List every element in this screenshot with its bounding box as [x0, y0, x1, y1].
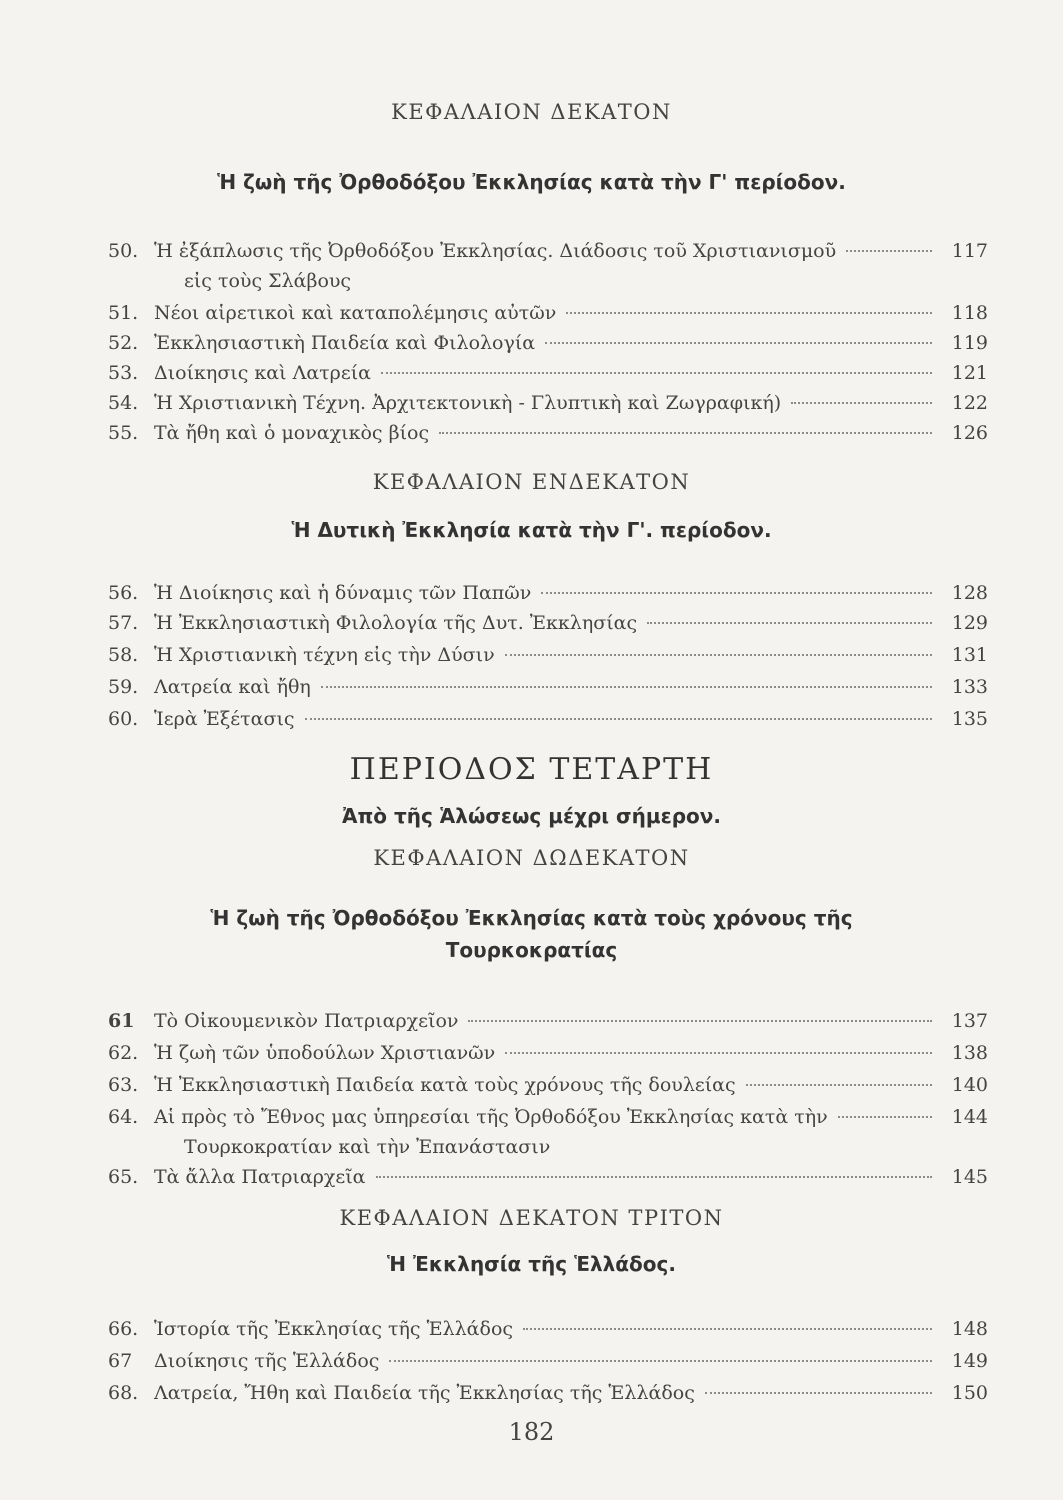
entry-number: 65. — [108, 1166, 139, 1188]
toc-entry — [108, 388, 988, 418]
toc-entry — [108, 1102, 988, 1132]
entry-page: 144 — [951, 1106, 988, 1128]
toc-entry — [108, 672, 988, 702]
chapter-subtitle: Ἡ ζωὴ τῆς Ὀρθοδόξου Ἐκκλησίας κατὰ τοὺς χρόνους τῆς — [210, 906, 853, 930]
toc-entry — [108, 418, 988, 448]
entry-title: Ἡ Διοίκησις καὶ ἡ δύναμις τῶν Παπῶν — [154, 582, 532, 604]
toc-entry — [108, 1346, 988, 1376]
entry-number: 50. — [108, 240, 139, 262]
entry-page: 140 — [951, 1074, 988, 1096]
entry-number: 56. — [108, 582, 139, 604]
entry-number: 59. — [108, 676, 139, 698]
entry-page: 122 — [951, 392, 988, 414]
entry-title: Ἡ Χριστιανικὴ τέχνη εἰς τὴν Δύσιν — [154, 644, 495, 666]
toc-entry — [108, 1070, 988, 1100]
entry-number: 55. — [108, 422, 139, 444]
toc-entry — [108, 1162, 988, 1192]
entry-title: Λατρεία καὶ ἤθη — [154, 676, 311, 698]
entry-number: 60. — [108, 708, 139, 730]
leader-dots — [376, 1176, 933, 1178]
leader-dots — [838, 1116, 932, 1118]
period-subtitle: Ἀπὸ τῆς Ἁλώσεως μέχρι σήμερον. — [341, 804, 721, 828]
entry-title: Διοίκησις τῆς Ἑλλάδος — [154, 1350, 380, 1372]
entry-number: 64. — [108, 1106, 139, 1128]
chapter-heading: ΚΕΦΑΛΑΙΟΝ ΔΩΔΕΚΑΤΟΝ — [373, 846, 690, 870]
leader-dots — [381, 372, 932, 374]
entry-title: Ἱστορία τῆς Ἐκκλησίας τῆς Ἑλλάδος — [154, 1318, 514, 1340]
toc-entry — [108, 704, 988, 734]
toc-entry — [108, 328, 988, 358]
toc-entry — [108, 640, 988, 670]
entry-page: 135 — [951, 708, 988, 730]
leader-dots — [439, 432, 932, 434]
leader-dots — [305, 718, 932, 720]
entry-title: Τὸ Οἰκουμενικὸν Πατριαρχεῖον — [154, 1010, 459, 1032]
chapter-heading: ΚΕΦΑΛΑΙΟΝ ΔΕΚΑΤΟΝ ΤΡΙΤΟΝ — [339, 1206, 724, 1230]
toc-entry — [108, 608, 988, 638]
toc-entry — [108, 358, 988, 388]
toc-entry — [108, 1006, 988, 1036]
entry-page: 118 — [951, 302, 988, 324]
entry-page: 126 — [951, 422, 988, 444]
chapter-heading: ΚΕΦΑΛΑΙΟΝ ΕΝΔΕΚΑΤΟΝ — [372, 470, 691, 494]
entry-page: 149 — [951, 1350, 988, 1372]
entry-continuation: εἰς τοὺς Σλάβους — [184, 270, 352, 292]
entry-title: Ἡ ἐξάπλωσις τῆς Ὀρθοδόξου Ἐκκλησίας. Διάδοσις τοῦ Χριστιανισμοῦ — [154, 240, 837, 262]
leader-dots — [541, 592, 932, 594]
entry-title: Τὰ ἤθη καὶ ὁ μοναχικὸς βίος — [154, 422, 430, 444]
entry-title: Ἡ Χριστιανικὴ Τέχνη. Ἀρχιτεκτονικὴ - Γλυπτικὴ καὶ Ζωγραφική) — [154, 392, 782, 414]
entry-number: 52. — [108, 332, 139, 354]
entry-page: 131 — [951, 644, 988, 666]
entry-page: 145 — [951, 1166, 988, 1188]
leader-dots — [321, 686, 932, 688]
chapter-heading: ΚΕΦΑΛΑΙΟΝ ΔΕΚΑΤΟΝ — [391, 100, 672, 124]
entry-number: 57. — [108, 612, 139, 634]
entry-page: 133 — [951, 676, 988, 698]
leader-dots — [505, 654, 932, 656]
leader-dots — [791, 402, 932, 404]
leader-dots — [705, 1392, 932, 1394]
leader-dots — [647, 622, 932, 624]
entry-number: 61 — [108, 1010, 135, 1032]
entry-page: 129 — [951, 612, 988, 634]
entry-number: 63. — [108, 1074, 139, 1096]
chapter-subtitle: Ἡ Δυτικὴ Ἐκκλησία κατὰ τὴν Γ'. περίοδον. — [291, 518, 772, 542]
entry-page: 119 — [951, 332, 988, 354]
entry-number: 67 — [108, 1350, 133, 1372]
leader-dots — [566, 312, 932, 314]
entry-number: 58. — [108, 644, 139, 666]
entry-page: 138 — [951, 1042, 988, 1064]
entry-page: 137 — [951, 1010, 988, 1032]
entry-page: 150 — [951, 1382, 988, 1404]
entry-number: 53. — [108, 362, 139, 384]
entry-title: Τὰ ἄλλα Πατριαρχεῖα — [154, 1166, 366, 1188]
toc-entry — [108, 298, 988, 328]
entry-page: 128 — [951, 582, 988, 604]
entry-number: 54. — [108, 392, 139, 414]
leader-dots — [505, 1052, 932, 1054]
leader-dots — [523, 1328, 932, 1330]
toc-entry — [108, 236, 988, 266]
toc-entry — [108, 578, 988, 608]
chapter-subtitle: Ἡ ζωὴ τῆς Ὀρθοδόξου Ἐκκλησίας κατὰ τὴν Γ' περίοδον. — [217, 170, 846, 194]
leader-dots — [389, 1360, 932, 1362]
entry-title: Νέοι αἱρετικοὶ καὶ καταπολέμησις αὐτῶν — [154, 302, 557, 324]
entry-title: Ἡ ζωὴ τῶν ὑποδούλων Χριστιανῶν — [154, 1042, 496, 1064]
toc-entry — [108, 1378, 988, 1408]
chapter-subtitle: Ἡ Ἐκκλησία τῆς Ἑλλάδος. — [387, 1252, 676, 1276]
leader-dots — [545, 342, 932, 344]
entry-continuation: Τουρκοκρατίαν καὶ τὴν Ἐπανάστασιν — [184, 1136, 551, 1158]
entry-title: Ἱερὰ Ἐξέτασις — [154, 708, 295, 730]
entry-page: 148 — [951, 1318, 988, 1340]
entry-page: 121 — [951, 362, 988, 384]
leader-dots — [746, 1084, 932, 1086]
entry-title: Ἡ Ἐκκλησιαστικὴ Φιλολογία τῆς Δυτ. Ἐκκλησίας — [154, 612, 638, 634]
entry-title: Διοίκησις καὶ Λατρεία — [154, 362, 371, 384]
entry-number: 51. — [108, 302, 139, 324]
leader-dots — [468, 1020, 932, 1022]
toc-entry — [108, 1038, 988, 1068]
entry-title: Ἡ Ἐκκλησιαστικὴ Παιδεία κατὰ τοὺς χρόνους τῆς δουλείας — [154, 1074, 736, 1096]
entry-title: Ἐκκλησιαστικὴ Παιδεία καὶ Φιλολογία — [154, 332, 536, 354]
entry-page: 117 — [951, 240, 988, 262]
toc-entry — [108, 1314, 988, 1344]
leader-dots — [846, 250, 932, 252]
chapter-subtitle-line2: Τουρκοκρατίας — [445, 938, 618, 962]
period-heading: ΠΕΡΙΟΔΟΣ ΤΕΤΑΡΤΗ — [349, 752, 714, 787]
entry-number: 62. — [108, 1042, 139, 1064]
entry-number: 68. — [108, 1382, 139, 1404]
entry-title: Λατρεία, Ἤθη καὶ Παιδεία τῆς Ἐκκλησίας τῆς Ἑλλάδος — [154, 1382, 695, 1404]
entry-title: Αἱ πρὸς τὸ Ἔθνος μας ὑπηρεσίαι τῆς Ὀρθοδόξου Ἐκκλησίας κατὰ τὴν — [154, 1106, 828, 1128]
page-number: 182 — [508, 1418, 555, 1446]
entry-number: 66. — [108, 1318, 139, 1340]
